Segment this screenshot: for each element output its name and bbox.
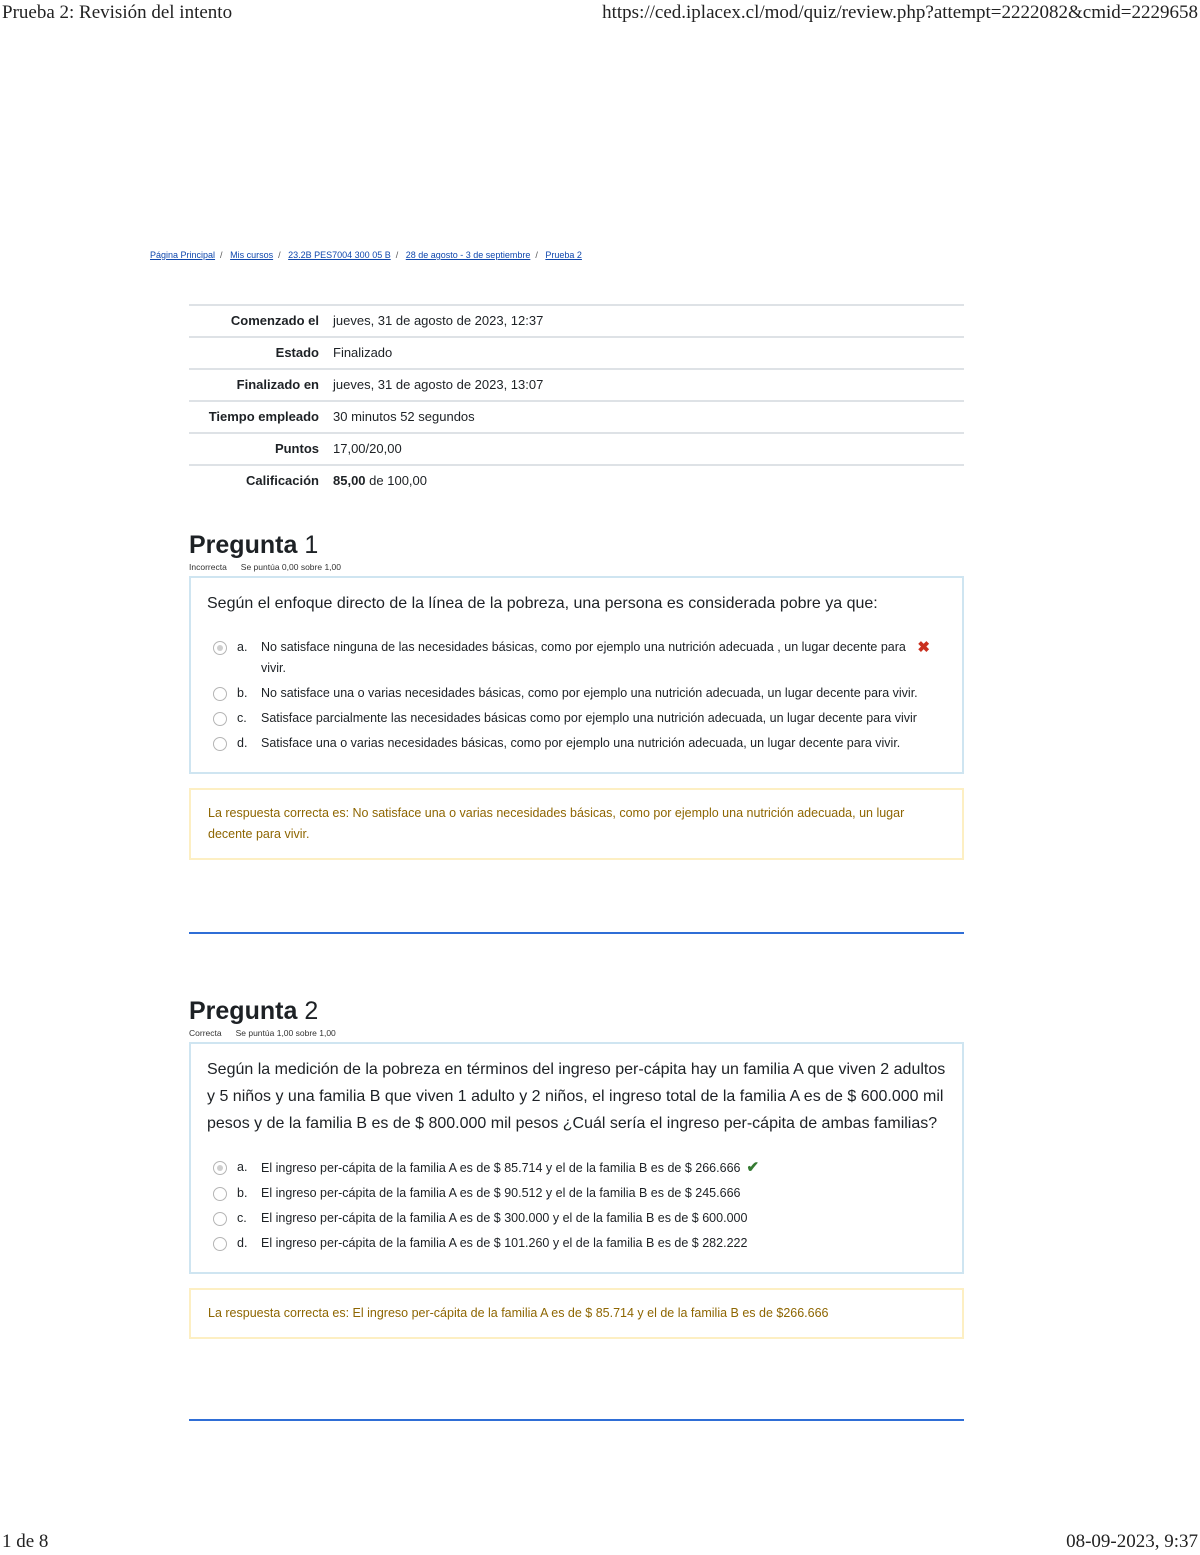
answer-text: No satisface una o varias necesidades básicas, como por ejemplo una nutrición adecuada, un lugar decente para vivir. [261, 686, 918, 700]
summary-label: Comenzado el [189, 305, 327, 337]
grade-value: 85,00 [333, 473, 366, 488]
radio-icon[interactable] [213, 1212, 227, 1226]
print-page-url: https://ced.iplacex.cl/mod/quiz/review.php?attempt=2222082&cmid=2229658 [602, 2, 1198, 23]
print-page-title: Prueba 2: Revisión del intento [2, 2, 233, 23]
question-status: Correcta [189, 1028, 222, 1038]
summary-label: Estado [189, 337, 327, 369]
correct-check-icon: ✔ [746, 1159, 760, 1176]
breadcrumb-course[interactable]: 23.2B PES7004 300 05 B [288, 250, 391, 260]
breadcrumb-week[interactable]: 28 de agosto - 3 de septiembre [405, 250, 531, 260]
radio-icon[interactable] [213, 1187, 227, 1201]
summary-row-state [189, 337, 964, 369]
summary-row-points [189, 433, 964, 465]
question-info [189, 1028, 964, 1038]
question-word: Pregunta [189, 531, 298, 559]
answer-option-b[interactable] [207, 1183, 946, 1204]
summary-value [327, 465, 964, 496]
question-score: Se puntúa 0,00 sobre 1,00 [240, 562, 341, 572]
question-info [189, 562, 964, 572]
answer-letter: c. [237, 711, 247, 725]
print-page-number: 1 de 8 [2, 1531, 49, 1552]
answer-text-content: El ingreso per-cápita de la familia A es de $ 85.714 y el de la familia B es de $ 266.666 [261, 1161, 741, 1175]
summary-value: 30 minutos 52 segundos [327, 401, 964, 433]
question-title [189, 530, 964, 560]
radio-icon[interactable] [213, 737, 227, 751]
answer-text [261, 1157, 922, 1179]
summary-value: jueves, 31 de agosto de 2023, 13:07 [327, 369, 964, 401]
answer-text: Satisface parcialmente las necesidades básicas como por ejemplo una nutrición adecuada, un lugar decente para vivir [261, 711, 917, 725]
radio-icon[interactable] [213, 712, 227, 726]
question-word: Pregunta [189, 997, 298, 1025]
radio-icon[interactable] [213, 1237, 227, 1251]
answer-text: No satisface ninguna de las necesidades básicas, como por ejemplo una nutrición adecuada , un lugar decente para vivir. [261, 640, 906, 675]
summary-label: Calificación [189, 465, 327, 496]
answer-option-d[interactable] [207, 733, 946, 754]
summary-value: Finalizado [327, 337, 964, 369]
question-status: Incorrecta [189, 562, 227, 572]
question-content [189, 1042, 964, 1274]
answer-letter: a. [237, 1160, 248, 1174]
radio-icon[interactable] [213, 687, 227, 701]
question-content [189, 576, 964, 774]
question-title [189, 996, 964, 1026]
question-text: Según la medición de la pobreza en términos del ingreso per-cápita hay un familia A que viven 2 adultos y 5 niños y una familia B que viven 1 adulto y 2 niños, el ingreso total de la familia A es de $ 600.000 mil pesos y de la familia B es de $ 800.000 mil pesos ¿Cuál sería el ingreso per-cápita de ambas familias? [207, 1061, 946, 1132]
answer-letter: b. [237, 686, 248, 700]
answer-option-d[interactable] [207, 1233, 946, 1254]
attempt-summary-table [189, 304, 964, 496]
summary-row-started [189, 305, 964, 337]
correct-answer-feedback: La respuesta correcta es: El ingreso per-cápita de la familia A es de $ 85.714 y el de la familia B es de $266.666 [189, 1288, 964, 1339]
question-1 [189, 530, 964, 860]
print-datetime: 08-09-2023, 9:37 [1066, 1531, 1198, 1552]
question-separator [189, 932, 964, 934]
answer-text: El ingreso per-cápita de la familia A es de $ 90.512 y el de la familia B es de $ 245.666 [261, 1186, 741, 1200]
answer-text: Satisface una o varias necesidades básicas, como por ejemplo una nutrición adecuada, un lugar decente para vivir. [261, 736, 901, 750]
question-number: 1 [304, 531, 319, 559]
answer-letter: d. [237, 1236, 248, 1250]
radio-selected-icon[interactable] [213, 1161, 227, 1175]
summary-label: Puntos [189, 433, 327, 465]
answer-letter: d. [237, 736, 248, 750]
question-separator [189, 1419, 964, 1421]
breadcrumb-home[interactable]: Página Principal [150, 250, 216, 260]
answer-text: El ingreso per-cápita de la familia A es de $ 101.260 y el de la familia B es de $ 282.222 [261, 1236, 748, 1250]
answer-text: El ingreso per-cápita de la familia A es de $ 300.000 y el de la familia B es de $ 600.000 [261, 1211, 748, 1225]
breadcrumb: Página Principal / Mis cursos / 23.2B PES7004 300 05 B / 28 de agosto - 3 de septiembre / Prueba 2 [150, 250, 582, 260]
incorrect-x-icon: ✖ [917, 639, 930, 656]
question-text: Según el enfoque directo de la línea de la pobreza, una persona es considerada pobre ya que: [207, 595, 878, 612]
radio-selected-icon[interactable] [213, 641, 227, 655]
answer-list [207, 637, 946, 754]
answer-option-a[interactable] [207, 1157, 946, 1179]
summary-label: Tiempo empleado [189, 401, 327, 433]
answer-letter: a. [237, 640, 248, 654]
question-number: 2 [304, 997, 319, 1025]
summary-row-time [189, 401, 964, 433]
answer-letter: b. [237, 1186, 248, 1200]
answer-letter: c. [237, 1211, 247, 1225]
breadcrumb-my-courses[interactable]: Mis cursos [230, 250, 274, 260]
summary-row-grade [189, 465, 964, 496]
summary-label: Finalizado en [189, 369, 327, 401]
answer-option-c[interactable] [207, 1208, 946, 1229]
correct-answer-feedback: La respuesta correcta es: No satisface una o varias necesidades básicas, como por ejemplo una nutrición adecuada, un lugar decente para vivir. [189, 788, 964, 860]
breadcrumb-quiz[interactable]: Prueba 2 [545, 250, 582, 260]
print-header [0, 2, 1200, 26]
grade-max: de 100,00 [365, 473, 427, 488]
answer-option-a[interactable] [207, 637, 946, 679]
print-footer [0, 1531, 1200, 1555]
summary-value: jueves, 31 de agosto de 2023, 12:37 [327, 305, 964, 337]
question-score: Se puntúa 1,00 sobre 1,00 [235, 1028, 336, 1038]
answer-option-b[interactable] [207, 683, 946, 704]
summary-row-finished [189, 369, 964, 401]
answer-option-c[interactable] [207, 708, 946, 729]
summary-value: 17,00/20,00 [327, 433, 964, 465]
question-2 [189, 996, 964, 1339]
answer-list [207, 1157, 946, 1254]
